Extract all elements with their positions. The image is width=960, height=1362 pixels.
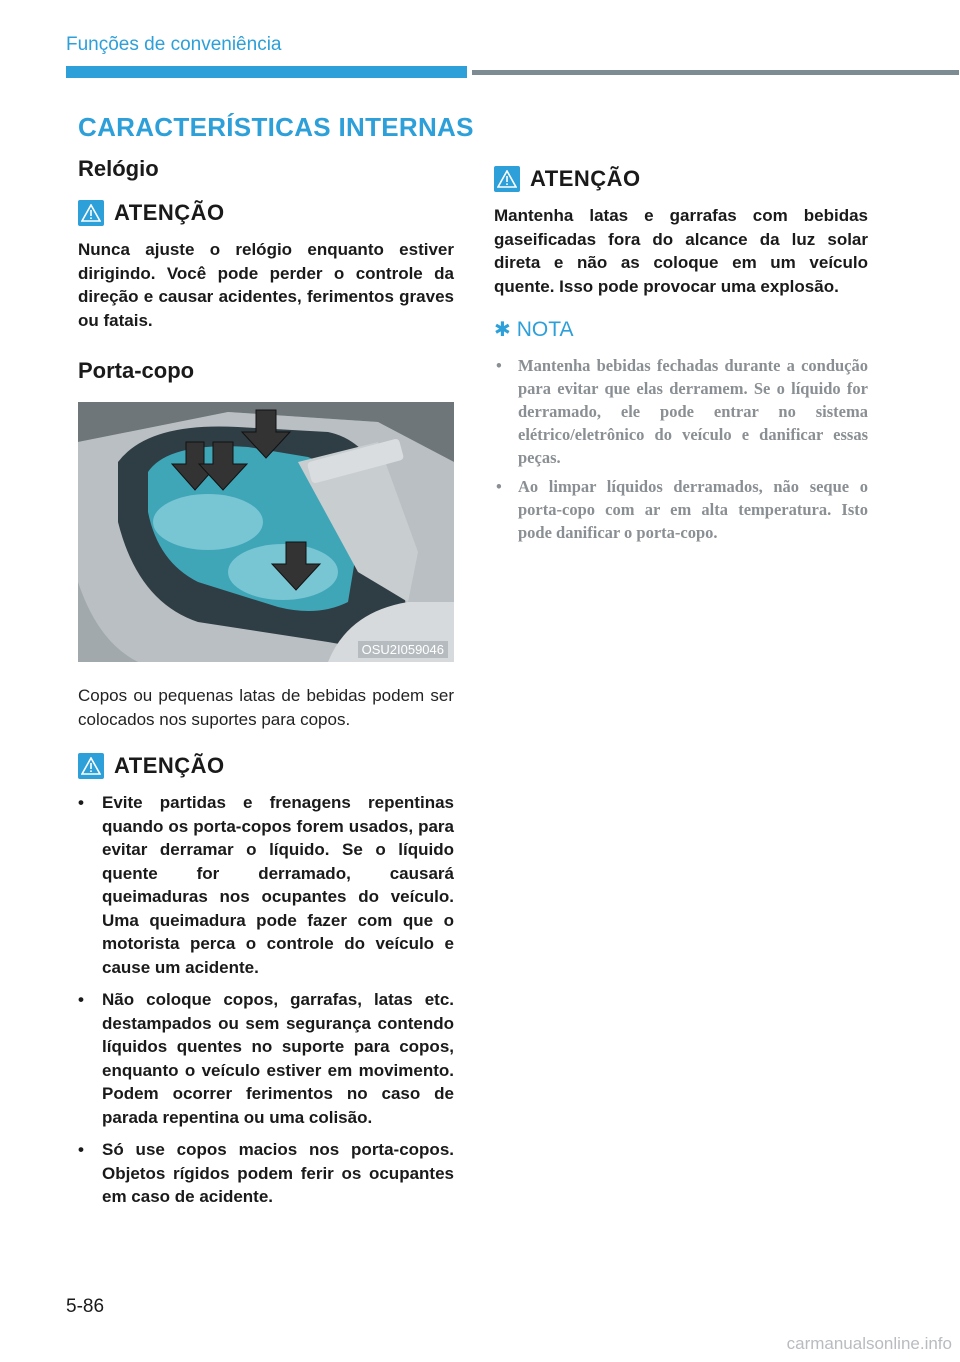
beverage-warning-header (494, 166, 868, 192)
warning-triangle-icon (494, 166, 520, 192)
clock-heading: Relógio (78, 156, 159, 181)
left-column (78, 156, 454, 1218)
nota-label: NOTA (516, 318, 574, 341)
header-rule-accent (66, 66, 467, 78)
cupholder-heading: Porta-copo (78, 358, 195, 383)
watermark: carmanualsonline.info (786, 1334, 952, 1353)
running-header: Funções de conveniência (66, 34, 282, 55)
figure-code: OSU2I059046 (358, 641, 448, 658)
nota-list (494, 354, 868, 544)
list-item: • Ao limpar líquidos derramados, não seque o porta-copo com ar em alta temperatura. Isto pode danificar o porta-copo. (494, 475, 868, 544)
section-title: CARACTERÍSTICAS INTERNAS (78, 112, 474, 142)
cupholder-illustration (78, 402, 454, 662)
beverage-warning-label: ATENÇÃO (530, 166, 641, 191)
list-item: • Só use copos macios nos porta-copos. Objetos rígidos podem ferir os ocupantes em caso de acidente. (78, 1138, 454, 1209)
clock-warning-header (78, 200, 454, 226)
right-column (494, 160, 868, 550)
list-item: • Não coloque copos, garrafas, latas etc. destampados ou sem segurança contendo líquidos quentes no suporte para copos, enquanto o veículo estiver em movimento. Podem ocorrer ferimentos no caso de parada repentina ou uma colisão. (78, 988, 454, 1129)
cupholder-warning-header (78, 753, 454, 779)
beverage-warning-text: Mantenha latas e garrafas com bebidas gaseificadas fora do alcance da luz solar direta e não as coloque em um veículo quente. Isso pode provocar uma explosão. (494, 206, 868, 296)
clock-warning-label: ATENÇÃO (114, 200, 225, 225)
warning-triangle-icon (78, 200, 104, 226)
nota-header (494, 318, 868, 342)
cupholder-description: Copos ou pequenas latas de bebidas podem ser colocados nos suportes para copos. (78, 686, 454, 729)
clock-warning-text: Nunca ajuste o relógio enquanto estiver dirigindo. Você pode perder o controle da direção e causar acidentes, ferimentos graves ou fatais. (78, 240, 454, 330)
list-item: • Evite partidas e frenagens repentinas quando os porta-copos forem usados, para evitar derramar o líquido. Se o líquido quente for derramado, causará queimaduras nos ocupantes do veículo. Uma queimadura pode fazer com que o motorista perca o controle do veículo e cause um acidente. (78, 791, 454, 979)
cupholder-figure (78, 402, 454, 662)
cupholder-warning-list (78, 791, 454, 1209)
header-rule-gray (472, 70, 959, 75)
list-item: • Mantenha bebidas fechadas durante a condução para evitar que elas derramem. Se o líquido for derramado, ele pode entrar no sistema elétrico/eletrônico do veículo e danificar essas peças. (494, 354, 868, 469)
page-number: 5-86 (66, 1296, 105, 1317)
warning-triangle-icon (78, 753, 104, 779)
asterisk-icon: ✱ (494, 319, 511, 341)
cupholder-warning-label: ATENÇÃO (114, 753, 225, 778)
